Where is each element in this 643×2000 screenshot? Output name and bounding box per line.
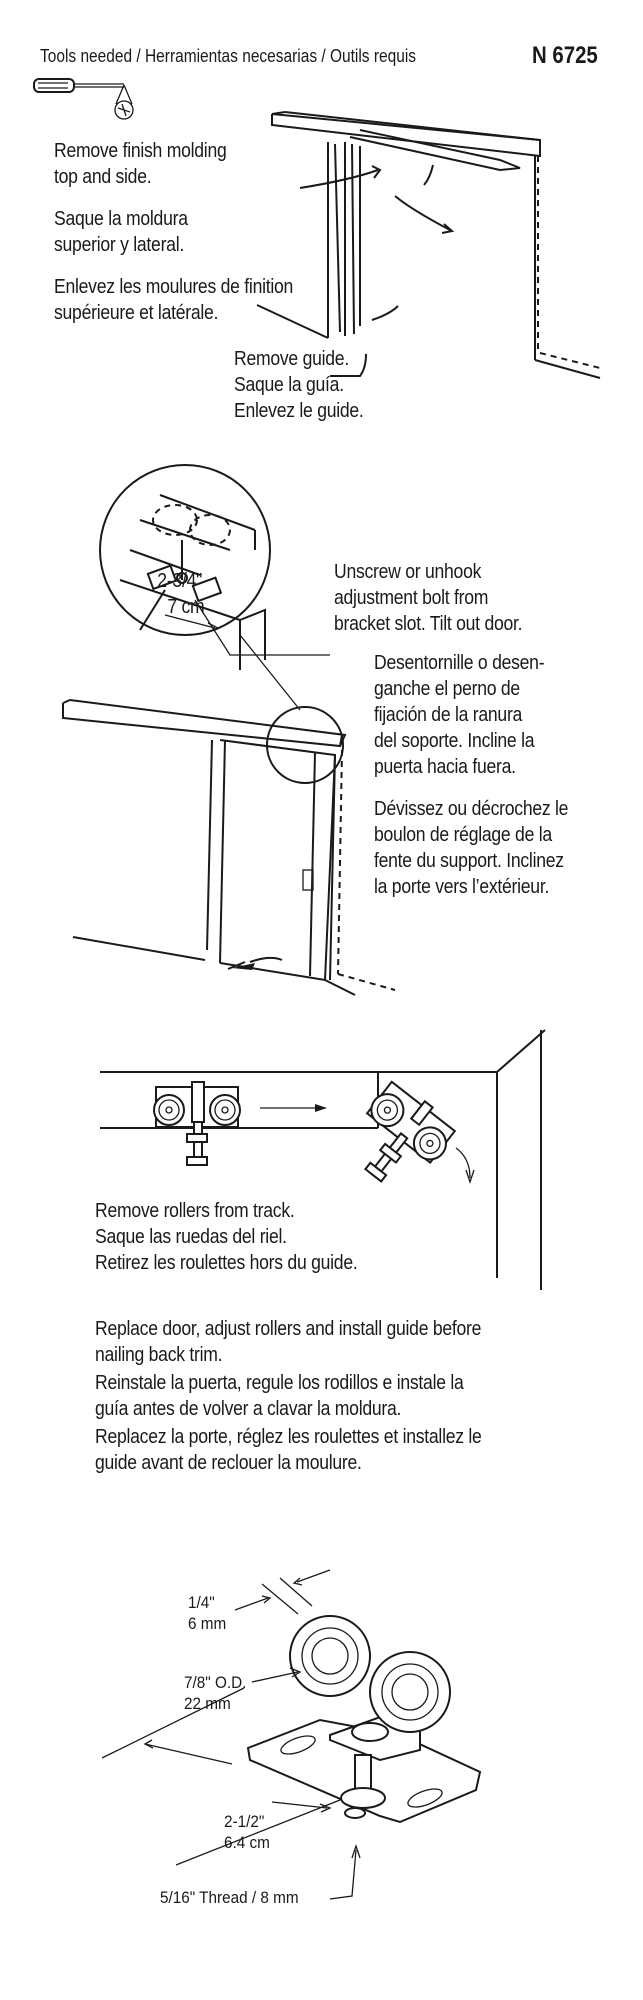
roller-assembly-illustration bbox=[0, 1560, 643, 2000]
step4-instruction-fr: Replacez la porte, réglez les roulettes et installez le guide avant de reclouer la moulure. bbox=[95, 1426, 482, 1474]
header bbox=[0, 0, 643, 110]
step4-section bbox=[95, 1316, 635, 1486]
thread-spec: 5/16" Thread / 8 mm bbox=[160, 1888, 299, 1907]
step4-instruction-en: Replace door, adjust rollers and install guide before nailing back trim. bbox=[95, 1318, 482, 1366]
roller-specs-section bbox=[0, 1560, 643, 2000]
step1-instruction-en: Remove finish molding top and side. bbox=[54, 140, 227, 188]
step2-dimension: 2-3/4" 7 cm bbox=[157, 570, 205, 618]
step2-section bbox=[0, 450, 643, 1020]
step2-instruction-es: Desentornille o desen- ganche el perno de fijación de la ranura del soporte. Incline la puerta hacia fuera. bbox=[374, 652, 545, 778]
bracket-length-spec: 2-1/2" 6.4 cm bbox=[224, 1812, 270, 1852]
step3-section bbox=[0, 1030, 643, 1300]
part-number: N 6725 bbox=[532, 42, 598, 69]
step2-illustration-door-tilt bbox=[0, 450, 643, 1020]
step1-guide-label: Remove guide. Saque la guía. Enlevez le guide. bbox=[234, 348, 364, 422]
step1-instruction-es: Saque la moldura superior y lateral. bbox=[54, 208, 188, 256]
step4-instruction-es: Reinstale la puerta, regule los rodillos e instale la guía antes de volver a clavar la moldura. bbox=[95, 1372, 464, 1420]
step1-section bbox=[0, 110, 643, 440]
step2-instruction-fr: Dévissez ou décrochez le boulon de réglage de la fente du support. Inclinez la porte vers l’extérieur. bbox=[374, 798, 569, 898]
step2-instruction-en: Unscrew or unhook adjustment bolt from bracket slot. Tilt out door. bbox=[334, 561, 523, 635]
wheel-width-spec: 1/4" 6 mm bbox=[188, 1593, 227, 1633]
wheel-diameter-spec: 7/8" O.D. 22 mm bbox=[184, 1673, 247, 1713]
step3-instruction: Remove rollers from track. Saque las ruedas del riel. Retirez les roulettes hors du guide. bbox=[95, 1200, 358, 1274]
tools-needed-label: Tools needed / Herramientas necesarias / Outils requis bbox=[40, 46, 417, 66]
step1-instruction-fr: Enlevez les moulures de finition supérieure et latérale. bbox=[54, 276, 294, 324]
